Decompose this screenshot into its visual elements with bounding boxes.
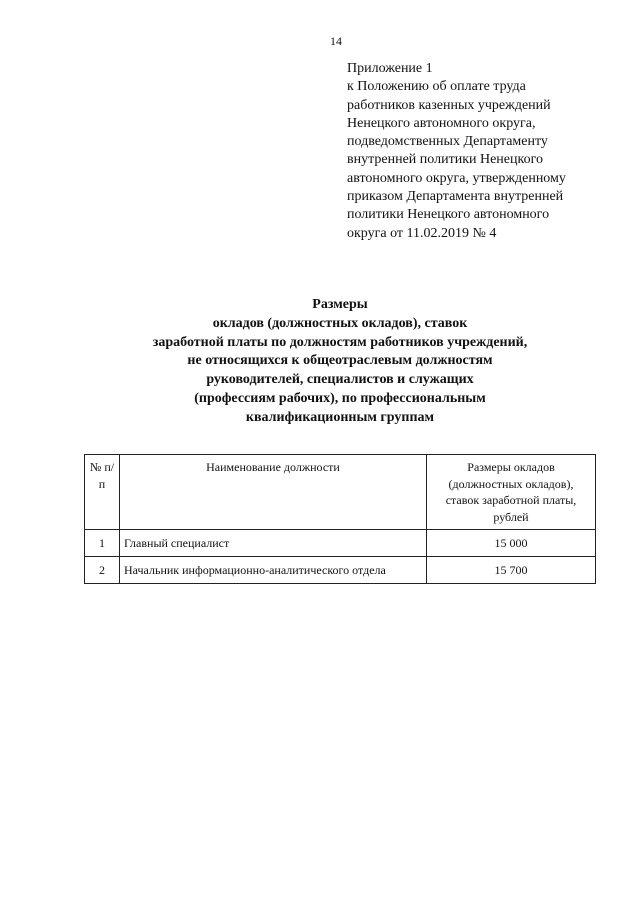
heading-line: окладов (должностных окладов), ставок [212, 315, 468, 331]
appendix-line: Ненецкого автономного округа, [347, 115, 536, 131]
row-number: 2 [85, 557, 120, 584]
heading-line: квалификационным группам [245, 409, 435, 425]
row-number: 1 [85, 530, 120, 557]
row-salary: 15 700 [427, 557, 596, 584]
heading-line: заработной платы по должностям работников учреждений, [152, 334, 528, 350]
appendix-line: автономного округа, утвержденному [347, 170, 566, 186]
salary-table [84, 454, 596, 584]
appendix-line: внутренней политики Ненецкого [347, 152, 543, 168]
heading-line: не относящихся к общеотраслевым должностям [187, 353, 493, 369]
header-number: № п/п [85, 455, 120, 530]
row-position-name: Начальник информационно-аналитического отдела [120, 557, 427, 584]
table-header-row [85, 455, 596, 530]
appendix-line: работников казенных учреждений [347, 97, 551, 113]
table-row [85, 530, 596, 557]
row-salary: 15 000 [427, 530, 596, 557]
appendix-line: политики Ненецкого автономного [347, 207, 550, 223]
header-salary: Размеры окладов (должностных окладов), ставок заработной платы, рублей [427, 455, 596, 530]
page-number: 14 [330, 34, 342, 48]
table-row [85, 557, 596, 584]
heading-line: руководителей, специалистов и служащих [206, 372, 474, 388]
appendix-line: округа от 11.02.2019 № 4 [347, 225, 497, 241]
appendix-line: Приложение 1 [347, 61, 433, 76]
appendix-line: к Положению об оплате труда [347, 79, 526, 95]
row-position-name: Главный специалист [120, 530, 427, 557]
heading-line: Размеры [312, 297, 368, 312]
appendix-line: приказом Департамента внутренней [347, 189, 564, 205]
appendix-block [347, 60, 617, 243]
header-position-name: Наименование должности [120, 455, 427, 530]
heading-line: (профессиям рабочих), по профессиональным [194, 390, 486, 406]
appendix-line: подведомственных Департаменту [347, 134, 548, 150]
document-heading [0, 296, 640, 428]
